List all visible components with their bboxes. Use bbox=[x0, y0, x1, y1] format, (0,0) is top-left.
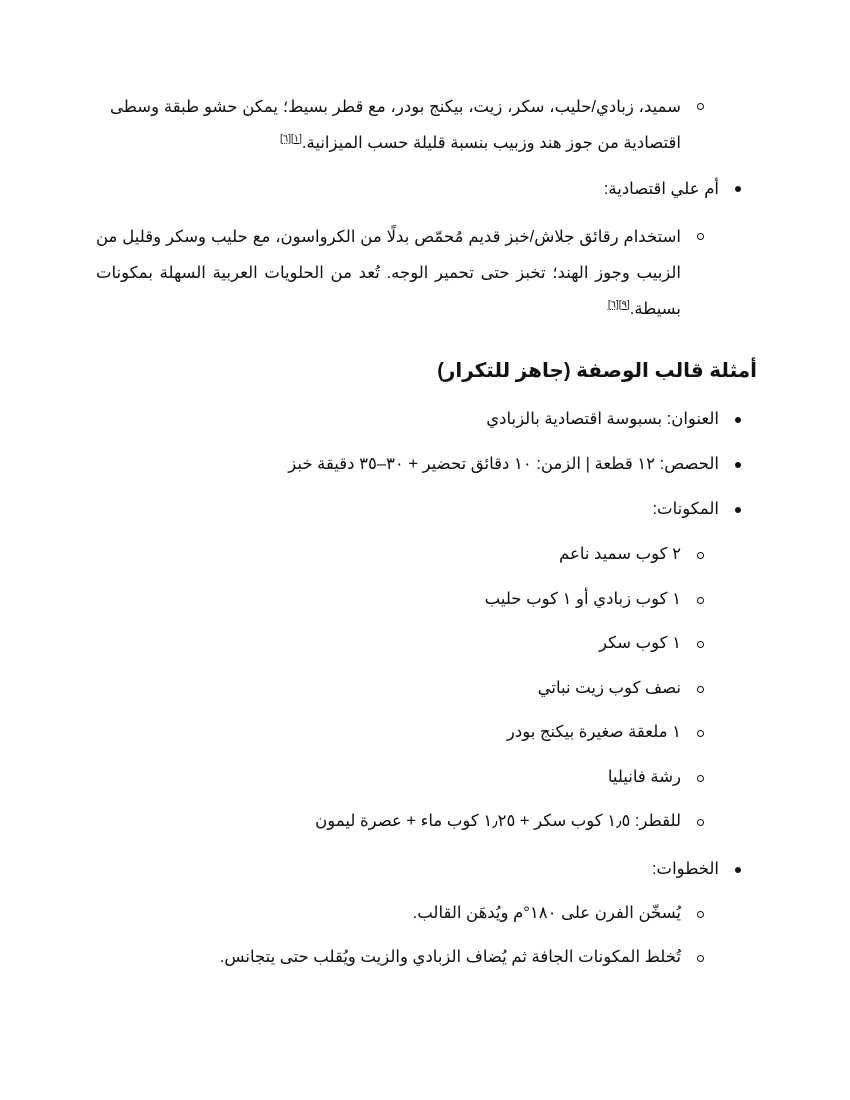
ingredient-item: ٢ كوب سميد ناعم bbox=[559, 545, 681, 563]
semolina-item-line-2-text: اقتصادية من جوز هند وزبيب بنسبة قليلة حسب الميزانية. bbox=[301, 134, 681, 152]
ingredient-item: نصف كوب زيت نباتي bbox=[537, 679, 681, 697]
um-ali-item-line-3 bbox=[608, 298, 681, 320]
semolina-item-line-1: سميد، زبادي/حليب، سكر، زيت، بيكنج بودر، مع قطر بسيط؛ يمكن حشو طبقة وسطى bbox=[110, 98, 681, 116]
semolina-item-line-2 bbox=[280, 132, 681, 154]
citation-link[interactable]: [٩] bbox=[618, 299, 630, 311]
recipe-portions-line: الحصص: ١٢ قطعة | الزمن: ١٠ دقائق تحضير + ٣٠–٣٥ دقيقة خبز bbox=[288, 455, 719, 473]
recipe-title-line: العنوان: بسبوسة اقتصادية بالزبادي bbox=[486, 410, 719, 428]
um-ali-bullet: أم علي اقتصادية: bbox=[603, 180, 719, 198]
steps-label: الخطوات: bbox=[651, 860, 719, 878]
um-ali-item-line-3-text: بسيطة. bbox=[629, 300, 681, 318]
sub-bullet-marker bbox=[697, 233, 704, 240]
sub-bullet-marker bbox=[697, 911, 704, 918]
citation-refs bbox=[280, 134, 302, 145]
sub-bullet-marker bbox=[697, 775, 704, 782]
ingredients-label: المكونات: bbox=[652, 500, 719, 518]
ingredient-item: ١ ملعقة صغيرة بيكنج بودر bbox=[506, 723, 681, 741]
bullet-marker bbox=[735, 462, 741, 468]
bullet-marker bbox=[735, 186, 741, 192]
step-item: تُخلط المكونات الجافة ثم يُضاف الزبادي والزيت ويُقلب حتى يتجانس. bbox=[219, 948, 681, 966]
citation-link[interactable]: [٦] bbox=[280, 133, 291, 145]
bullet-marker bbox=[735, 417, 741, 423]
ingredient-item: للقطر: ١٫٥ كوب سكر + ١٫٢٥ كوب ماء + عصرة ليمون bbox=[315, 812, 681, 830]
citation-refs bbox=[608, 300, 630, 311]
bullet-marker bbox=[735, 507, 741, 513]
ingredient-item: ١ كوب سكر bbox=[599, 634, 681, 652]
sub-bullet-marker bbox=[697, 955, 704, 962]
um-ali-item-line-1: استخدام رقائق جلاش/خبز قديم مُحمّص بدلًا من الكرواسون، مع حليب وسكر وقليل من bbox=[96, 228, 681, 246]
ingredient-item: ١ كوب زبادي أو ١ كوب حليب bbox=[484, 590, 681, 608]
ingredient-item: رشة فانيليا bbox=[607, 768, 681, 786]
sub-bullet-marker bbox=[697, 552, 704, 559]
sub-bullet-marker bbox=[697, 103, 704, 110]
step-item: يُسخّن الفرن على ١٨٠°م ويُدهَن القالب. bbox=[412, 904, 681, 922]
sub-bullet-marker bbox=[697, 686, 704, 693]
sub-bullet-marker bbox=[697, 819, 704, 826]
sub-bullet-marker bbox=[697, 641, 704, 648]
citation-link[interactable]: [٦] bbox=[607, 299, 619, 311]
citation-link[interactable]: [١] bbox=[290, 133, 302, 145]
sub-bullet-marker bbox=[697, 597, 704, 604]
section-heading: أمثلة قالب الوصفة (جاهز للتكرار) bbox=[437, 360, 757, 382]
sub-bullet-marker bbox=[697, 730, 704, 737]
um-ali-item-line-2: الزبيب وجوز الهند؛ تخبز حتى تحمير الوجه. تُعد من الحلويات العربية السهلة بمكونات bbox=[96, 264, 681, 282]
bullet-marker bbox=[735, 867, 741, 873]
